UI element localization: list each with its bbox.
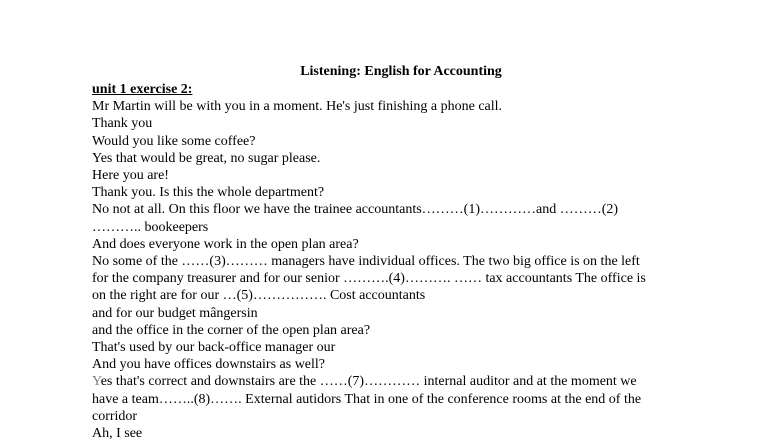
text-line: No not at all. On this floor we have the trainee accountants………(1)…………and ………(2) — [92, 202, 619, 218]
document-title: Listening: English for Accounting — [300, 64, 502, 79]
text-line: And does everyone work in the open plan area? — [92, 236, 359, 252]
text-line: And you have offices downstairs as well? — [92, 357, 326, 373]
text-line: Yes that would be great, no sugar please. — [92, 150, 321, 166]
document-body — [92, 81, 712, 441]
text-line: corridor — [92, 408, 138, 424]
text-line: have a team……..(8)……. External autidors That in one of the conference rooms at the end of the — [92, 391, 642, 407]
text-line: Here you are! — [92, 168, 169, 184]
text-line: Would you like some coffee? — [92, 133, 256, 149]
text-line: on the right are for our …(5)……………. Cost accountants — [92, 288, 426, 304]
text-line: Thank you — [92, 116, 153, 132]
text-line: and for our budget mângersin — [92, 305, 258, 321]
text-line: for the company treasurer and for our senior ……….(4)………. …… tax accountants The office is — [92, 271, 646, 287]
text-line — [92, 373, 712, 390]
text-line: That's used by our back-office manager our — [92, 340, 336, 356]
text-line: Ah, I see — [92, 426, 143, 441]
text-line: ……….. bookeepers — [92, 219, 209, 235]
faded-initial-letter: Y — [92, 374, 101, 390]
text-line-rest: es that's correct and downstairs are the ……(7)………… internal auditor and at the moment we — [100, 374, 637, 390]
text-line: No some of the ……(3)……… managers have individual offices. The two big office is on the left — [92, 254, 640, 270]
exercise-heading: unit 1 exercise 2: — [92, 82, 193, 97]
text-line: and the office in the corner of the open plan area? — [92, 322, 371, 338]
text-line: Mr Martin will be with you in a moment. He's just finishing a phone call. — [92, 99, 503, 115]
text-line: Thank you. Is this the whole department? — [92, 185, 325, 201]
